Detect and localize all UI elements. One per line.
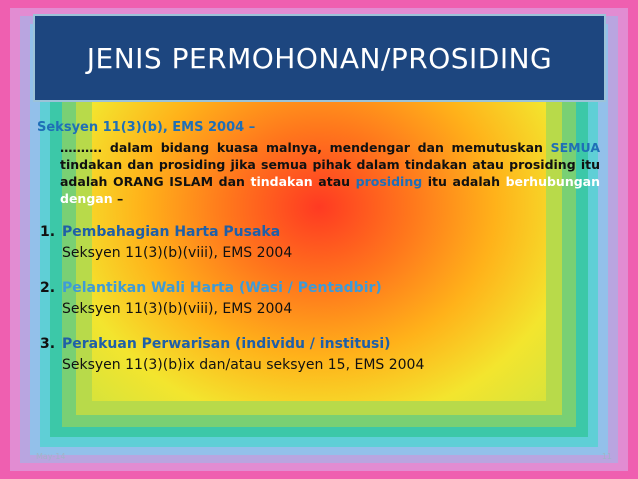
slide-title: JENIS PERMOHONAN/PROSIDING <box>86 41 553 75</box>
list-item-reference: Seksyen 11(3)(b)(viii), EMS 2004 <box>62 301 293 317</box>
list-item-header <box>40 277 605 299</box>
list-item <box>40 221 605 263</box>
paragraph-segment: itu adalah <box>422 174 506 189</box>
paragraph-segment: ………. dalam bidang kuasa malnya, mendengar dan memutuskan <box>60 140 551 155</box>
section-heading: Seksyen 11(3)(b), EMS 2004 – <box>37 120 256 135</box>
paragraph-segment: atau <box>312 174 356 189</box>
list-item-title: Perakuan Perwarisan (individu / institusi) <box>62 336 391 352</box>
paragraph-segment: berhubungan dengan <box>60 174 600 206</box>
list-item-title: Pembahagian Harta Pusaka <box>62 224 281 240</box>
list-item-reference: Seksyen 11(3)(b)ix dan/atau seksyen 15, EMS 2004 <box>62 357 425 373</box>
content-area <box>37 120 605 389</box>
list-item-number: 2. <box>40 280 56 296</box>
title-box <box>33 14 606 102</box>
list-item-number: 3. <box>40 336 56 352</box>
footer-date: May-14 <box>36 452 66 461</box>
paragraph-segment: tindakan dan prosiding jika semua pihak dalam tindakan atau prosiding itu adalah ORANG ISLAM dan <box>60 157 600 189</box>
description-paragraph <box>60 139 600 207</box>
list-item <box>40 333 605 375</box>
paragraph-segment: – <box>112 191 124 206</box>
list-item <box>40 277 605 319</box>
paragraph-segment: SEMUA <box>550 140 600 155</box>
list-item-reference: Seksyen 11(3)(b)(viii), EMS 2004 <box>62 245 293 261</box>
paragraph-segment: prosiding <box>355 174 423 189</box>
paragraph-segment: tindakan <box>250 174 313 189</box>
list-item-header <box>40 221 605 243</box>
list-item-header <box>40 333 605 355</box>
list-item-number: 1. <box>40 224 56 240</box>
footer-page-number: 11 <box>601 452 612 461</box>
list-item-title: Pelantikan Wali Harta (Wasi / Pentadbir) <box>62 280 382 296</box>
item-list <box>40 221 605 375</box>
